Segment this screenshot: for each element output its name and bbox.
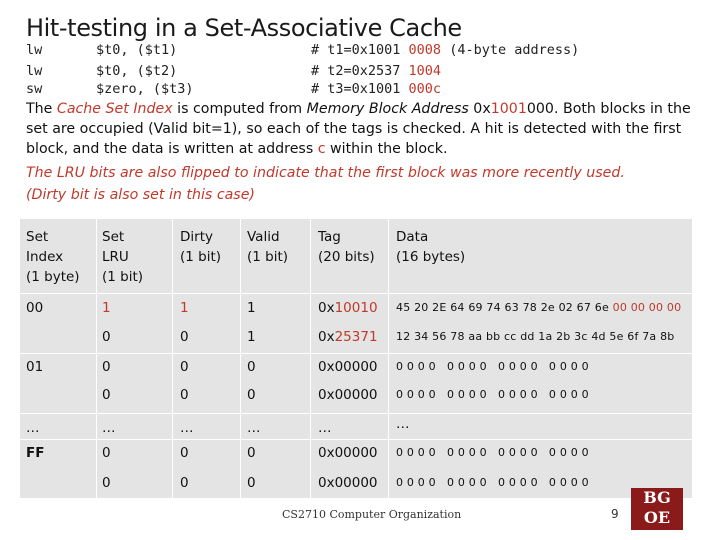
- header-dirty: [180, 227, 221, 267]
- cache-table: [20, 219, 692, 498]
- desc-address-hl: 1001: [490, 101, 527, 117]
- row-valid: 0: [247, 475, 256, 491]
- row-valid: 1: [247, 300, 256, 316]
- comment-offset: 1004: [408, 63, 442, 79]
- row-dirty: …: [180, 420, 194, 436]
- row-dirty: 0: [180, 359, 189, 375]
- code-op: sw: [26, 81, 43, 97]
- desc-part: is computed from: [172, 101, 307, 117]
- row-divider: [20, 413, 692, 414]
- row-data: 0 0 0 0 0 0 0 0 0 0 0 0 0 0 0 0: [396, 388, 589, 401]
- page-number: 9: [611, 507, 619, 521]
- row-data: 0 0 0 0 0 0 0 0 0 0 0 0 0 0 0 0: [396, 476, 589, 489]
- row-tag: 0x00000: [318, 445, 378, 461]
- row-lru: 0: [102, 475, 111, 491]
- row-dirty: 0: [180, 445, 189, 461]
- desc-part: . Both blocks in the set are occupied (Valid bit=1), so each of the tags is checked. A hit is detected with the first block, and the data is written at address: [26, 101, 691, 157]
- tag-match: 10010: [334, 300, 378, 316]
- row-tag: …: [318, 420, 332, 436]
- row-tag: [318, 298, 378, 318]
- header-line: Valid: [247, 229, 280, 245]
- row-dirty: 0: [180, 329, 189, 345]
- desc-part: The: [26, 101, 57, 117]
- comment-prefix: # t2=0x2537: [311, 63, 409, 79]
- header-line: Index: [26, 249, 64, 265]
- code-comment: [311, 81, 441, 97]
- row-lru: 0: [102, 445, 111, 461]
- desc-part: within the block.: [325, 141, 448, 157]
- footer-course-name: CS2710 Computer Organization: [282, 508, 462, 521]
- comment-offset: 000c: [408, 81, 442, 97]
- header-line: Dirty: [180, 229, 213, 245]
- code-args: $t0, ($t2): [96, 63, 178, 79]
- row-set-index: 00: [26, 300, 44, 316]
- row-data: [396, 298, 681, 318]
- row-divider: [20, 439, 692, 440]
- code-comment: [311, 42, 579, 58]
- row-valid: 1: [247, 329, 256, 345]
- row-divider: [20, 353, 692, 354]
- column-divider: [240, 219, 241, 498]
- row-dirty: 0: [180, 387, 189, 403]
- comment-offset: 0008: [408, 42, 442, 58]
- tag-value: 25371: [334, 329, 378, 345]
- header-line: Data: [396, 229, 429, 245]
- header-line: Set: [102, 229, 125, 245]
- data-bytes: 45 20 2E 64 69 74 63 78 2e 02 67 6e: [396, 301, 613, 314]
- header-line: (16 bytes): [396, 249, 466, 265]
- desc-offset-hl: c: [317, 141, 326, 157]
- column-divider: [96, 219, 97, 498]
- code-comment: [311, 63, 441, 79]
- header-line: (1 bit): [247, 249, 289, 265]
- header-set-index: [26, 227, 80, 287]
- row-lru: 0: [102, 359, 111, 375]
- row-data: 0 0 0 0 0 0 0 0 0 0 0 0 0 0 0 0: [396, 446, 589, 459]
- desc-term-set-index: Cache Set Index: [56, 101, 173, 117]
- tag-prefix: 0x: [318, 300, 335, 316]
- row-lru: 1: [102, 300, 111, 316]
- row-valid: 0: [247, 387, 256, 403]
- row-set-index: …: [26, 420, 40, 436]
- comment-suffix: (4-byte address): [441, 42, 580, 58]
- row-lru: 0: [102, 329, 111, 345]
- comment-prefix: # t3=0x1001: [311, 81, 409, 97]
- code-args: $t0, ($t1): [96, 42, 178, 58]
- header-line: Tag: [318, 229, 341, 245]
- column-divider: [310, 219, 311, 498]
- row-lru: …: [102, 420, 116, 436]
- row-valid: …: [247, 420, 261, 436]
- column-divider: [172, 219, 173, 498]
- row-dirty: 0: [180, 475, 189, 491]
- tag-prefix: 0x: [318, 329, 335, 345]
- header-line: Set: [26, 229, 49, 245]
- desc-part: 0x: [468, 101, 491, 117]
- code-op: lw: [26, 63, 43, 79]
- code-args: $zero, ($t3): [96, 81, 194, 97]
- row-tag: 0x00000: [318, 359, 378, 375]
- dirty-note: (Dirty bit is also set in this case): [26, 187, 255, 203]
- desc-term-block-address: Memory Block Address: [306, 101, 469, 117]
- row-tag: 0x00000: [318, 387, 378, 403]
- header-set-lru: [102, 227, 143, 287]
- row-tag: 0x00000: [318, 475, 378, 491]
- header-data: [396, 227, 465, 267]
- logo-line: BG: [643, 488, 671, 507]
- row-data: 12 34 56 78 aa bb cc dd 1a 2b 3c 4d 5e 6f 7a 8b: [396, 330, 675, 343]
- header-line: (1 bit): [102, 269, 144, 285]
- row-dirty: 1: [180, 300, 189, 316]
- logo-line: OE: [643, 508, 671, 527]
- row-valid: 0: [247, 445, 256, 461]
- row-lru: 0: [102, 387, 111, 403]
- data-written-bytes: 00 00 00 00: [612, 301, 682, 314]
- header-line: (1 bit): [180, 249, 222, 265]
- header-line: (20 bits): [318, 249, 375, 265]
- university-logo: [631, 488, 683, 530]
- header-valid: [247, 227, 288, 267]
- row-set-index: 01: [26, 359, 44, 375]
- header-line: (1 byte): [26, 269, 80, 285]
- lru-note: The LRU bits are also flipped to indicate that the first block was more recently used.: [26, 165, 625, 181]
- header-line: LRU: [102, 249, 129, 265]
- description-text: [26, 99, 694, 159]
- row-tag: [318, 327, 378, 347]
- slide-title: Hit-testing in a Set-Associative Cache: [26, 14, 462, 42]
- code-op: lw: [26, 42, 43, 58]
- header-tag: [318, 227, 375, 267]
- column-divider: [388, 219, 389, 498]
- row-data: 0 0 0 0 0 0 0 0 0 0 0 0 0 0 0 0: [396, 360, 589, 373]
- comment-prefix: # t1=0x1001: [311, 42, 409, 58]
- desc-part: 000: [526, 101, 554, 117]
- row-set-index: FF: [26, 445, 45, 461]
- row-data: …: [396, 416, 410, 432]
- row-divider: [20, 293, 692, 294]
- row-valid: 0: [247, 359, 256, 375]
